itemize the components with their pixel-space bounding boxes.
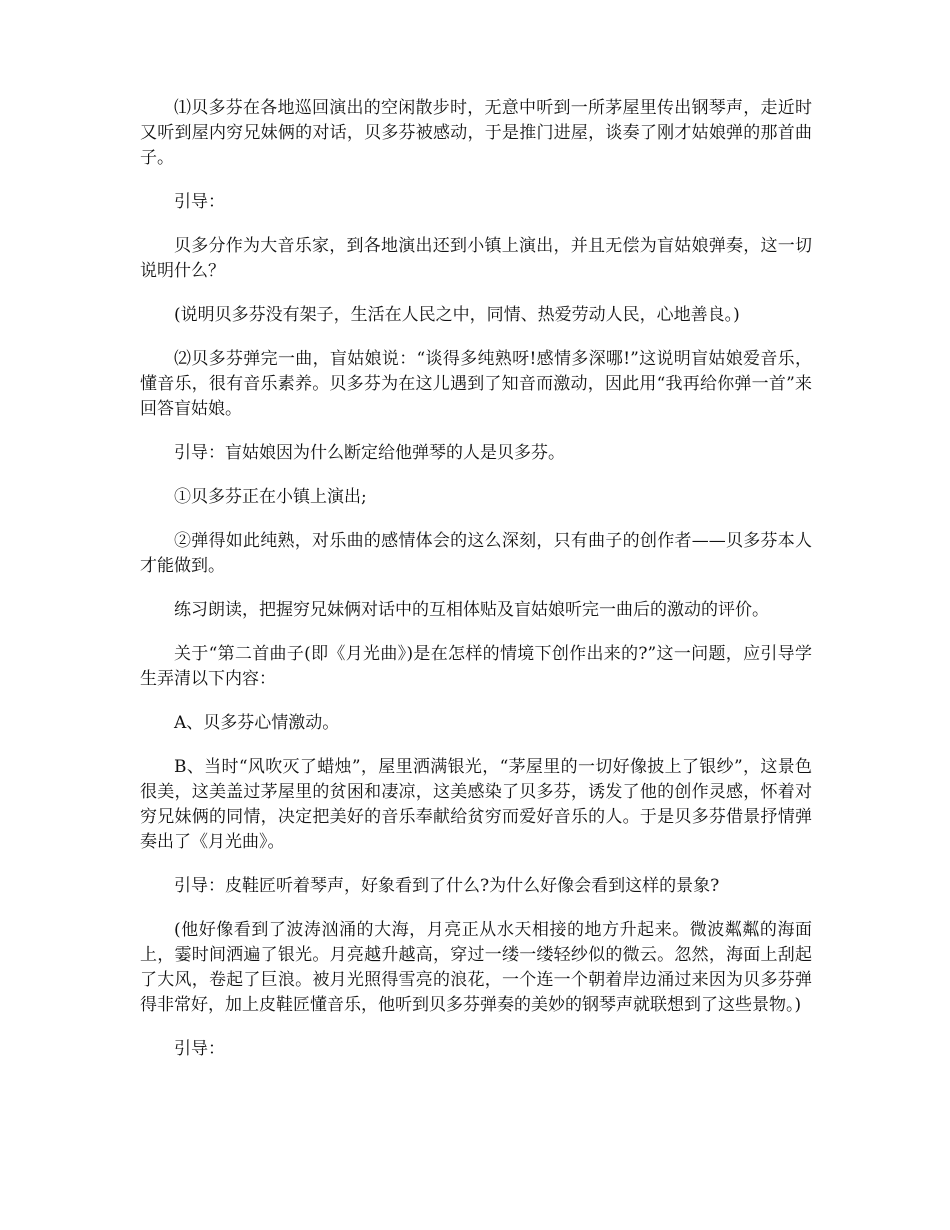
paragraph-12: B、当时“风吹灭了蜡烛”，屋里洒满银光，“茅屋里的一切好像披上了银纱”，这景色很美，这美盖过茅屋里的贫困和凄凉，这美感染了贝多芬，诱发了他的创作灵感，怀着对穷兄妹俩的同情，决定把美好的音乐奉献给贫穷而爱好音乐的人。于是贝多芬借景抒情弹奏出了《月光曲》。 bbox=[140, 757, 812, 852]
paragraph-3: 贝多分作为大音乐家，到各地演出还到小镇上演出，并且无偿为盲姑娘弹奏，这一切说明什么？ bbox=[140, 236, 812, 281]
paragraph-8: ②弹得如此纯熟，对乐曲的感情体会的这么深刻，只有曲子的创作者——贝多芬本人才能做到。 bbox=[140, 531, 812, 576]
paragraph-15: 引导： bbox=[174, 1039, 225, 1059]
paragraph-4: (说明贝多芬没有架子，生活在人民之中，同情、热爱劳动人民，心地善良。) bbox=[174, 305, 740, 325]
paragraph-5: ⑵贝多芬弹完一曲，盲姑娘说：“谈得多纯熟呀!感情多深哪!”这说明盲姑娘爱音乐，懂音乐，很有音乐素养。贝多芬为在这儿遇到了知音而激动，因此用“我再给你弹一首”来回答盲姑娘。 bbox=[140, 349, 812, 419]
paragraph-9: 练习朗读，把握穷兄妹俩对话中的互相体贴及盲姑娘听完一曲后的激动的评价。 bbox=[174, 600, 769, 620]
paragraph-14: (他好像看到了波涛汹涌的大海，月亮正从水天相接的地方升起来。微波粼粼的海面上，霎时间洒遍了银光。月亮越升越高，穿过一缕一缕轻纱似的微云。忽然，海面上刮起了大风，卷起了巨浪。被月光照得雪亮的浪花，一个连一个朝着岸边涌过来因为贝多芬弹得非常好，加上皮鞋匠懂音乐，他听到贝多芬弹奏的美妙的钢琴声就联想到了这些景物。) bbox=[140, 920, 812, 1015]
paragraph-11: A、贝多芬心情激动。 bbox=[174, 713, 340, 733]
paragraph-10: 关于“第二首曲子(即《月光曲》)是在怎样的情境下创作出来的?”这一问题，应引导学生弄清以下内容： bbox=[140, 644, 812, 689]
paragraph-13: 引导：皮鞋匠听着琴声，好象看到了什么?为什么好像会看到这样的景象? bbox=[174, 876, 720, 896]
document-body bbox=[140, 96, 812, 1081]
paragraph-7: ①贝多芬正在小镇上演出; bbox=[174, 487, 367, 507]
paragraph-2: 引导： bbox=[174, 192, 225, 212]
paragraph-1: ⑴贝多芬在各地巡回演出的空闲散步时，无意中听到一所茅屋里传出钢琴声，走近时又听到屋内穷兄妹俩的对话，贝多芬被感动，于是推门进屋，谈奏了刚才姑娘弹的那首曲子。 bbox=[140, 98, 812, 168]
paragraph-6: 引导：盲姑娘因为什么断定给他弹琴的人是贝多芬。 bbox=[174, 443, 565, 463]
